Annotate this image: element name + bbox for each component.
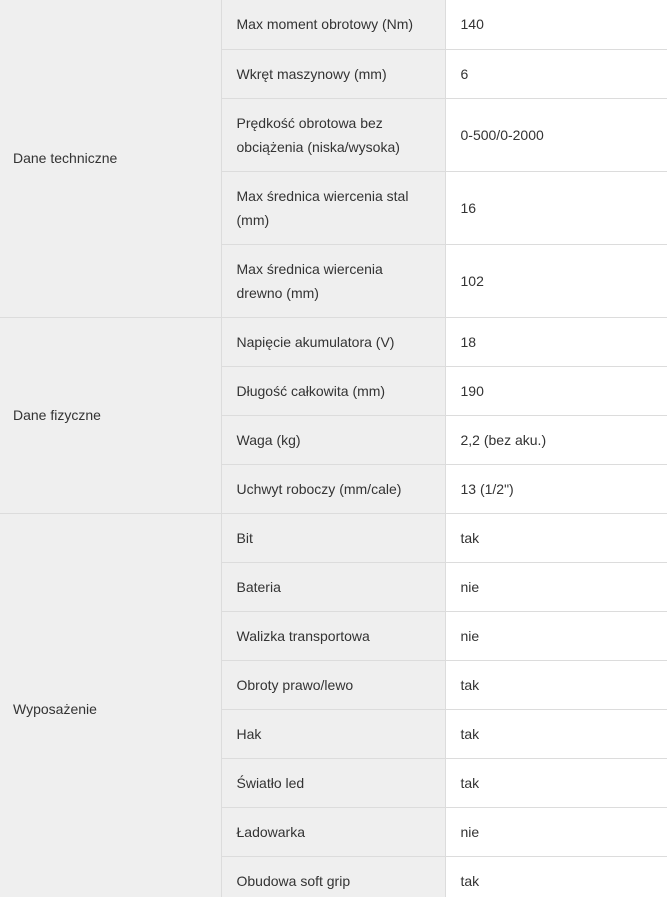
spec-label: Długość całkowita (mm) bbox=[221, 366, 445, 415]
spec-value: 0-500/0-2000 bbox=[445, 98, 667, 171]
spec-value: nie bbox=[445, 562, 667, 611]
group-label-physical: Dane fizyczne bbox=[0, 317, 221, 513]
spec-value: 6 bbox=[445, 49, 667, 98]
spec-label: Waga (kg) bbox=[221, 415, 445, 464]
spec-value: tak bbox=[445, 758, 667, 807]
spec-value: nie bbox=[445, 807, 667, 856]
table-row bbox=[0, 0, 667, 49]
spec-value: 13 (1/2") bbox=[445, 464, 667, 513]
spec-value: 190 bbox=[445, 366, 667, 415]
spec-label: Max średnica wiercenia drewno (mm) bbox=[221, 244, 445, 317]
spec-label: Hak bbox=[221, 709, 445, 758]
spec-value: 18 bbox=[445, 317, 667, 366]
spec-label: Max średnica wiercenia stal (mm) bbox=[221, 171, 445, 244]
table-row bbox=[0, 513, 667, 562]
spec-value: tak bbox=[445, 513, 667, 562]
spec-value: 102 bbox=[445, 244, 667, 317]
spec-label: Ładowarka bbox=[221, 807, 445, 856]
spec-label: Walizka transportowa bbox=[221, 611, 445, 660]
spec-label: Uchwyt roboczy (mm/cale) bbox=[221, 464, 445, 513]
spec-label: Światło led bbox=[221, 758, 445, 807]
group-label-technical: Dane techniczne bbox=[0, 0, 221, 317]
spec-value: nie bbox=[445, 611, 667, 660]
spec-label: Obroty prawo/lewo bbox=[221, 660, 445, 709]
spec-value: 140 bbox=[445, 0, 667, 49]
spec-value: tak bbox=[445, 660, 667, 709]
spec-label: Bit bbox=[221, 513, 445, 562]
spec-label: Max moment obrotowy (Nm) bbox=[221, 0, 445, 49]
spec-label: Wkręt maszynowy (mm) bbox=[221, 49, 445, 98]
spec-label: Napięcie akumulatora (V) bbox=[221, 317, 445, 366]
spec-label: Obudowa soft grip bbox=[221, 856, 445, 897]
spec-value: tak bbox=[445, 856, 667, 897]
spec-value: 2,2 (bez aku.) bbox=[445, 415, 667, 464]
spec-label: Bateria bbox=[221, 562, 445, 611]
group-label-equipment: Wyposażenie bbox=[0, 513, 221, 897]
table-row bbox=[0, 317, 667, 366]
spec-value: 16 bbox=[445, 171, 667, 244]
spec-label: Prędkość obrotowa bez obciążenia (niska/wysoka) bbox=[221, 98, 445, 171]
spec-value: tak bbox=[445, 709, 667, 758]
